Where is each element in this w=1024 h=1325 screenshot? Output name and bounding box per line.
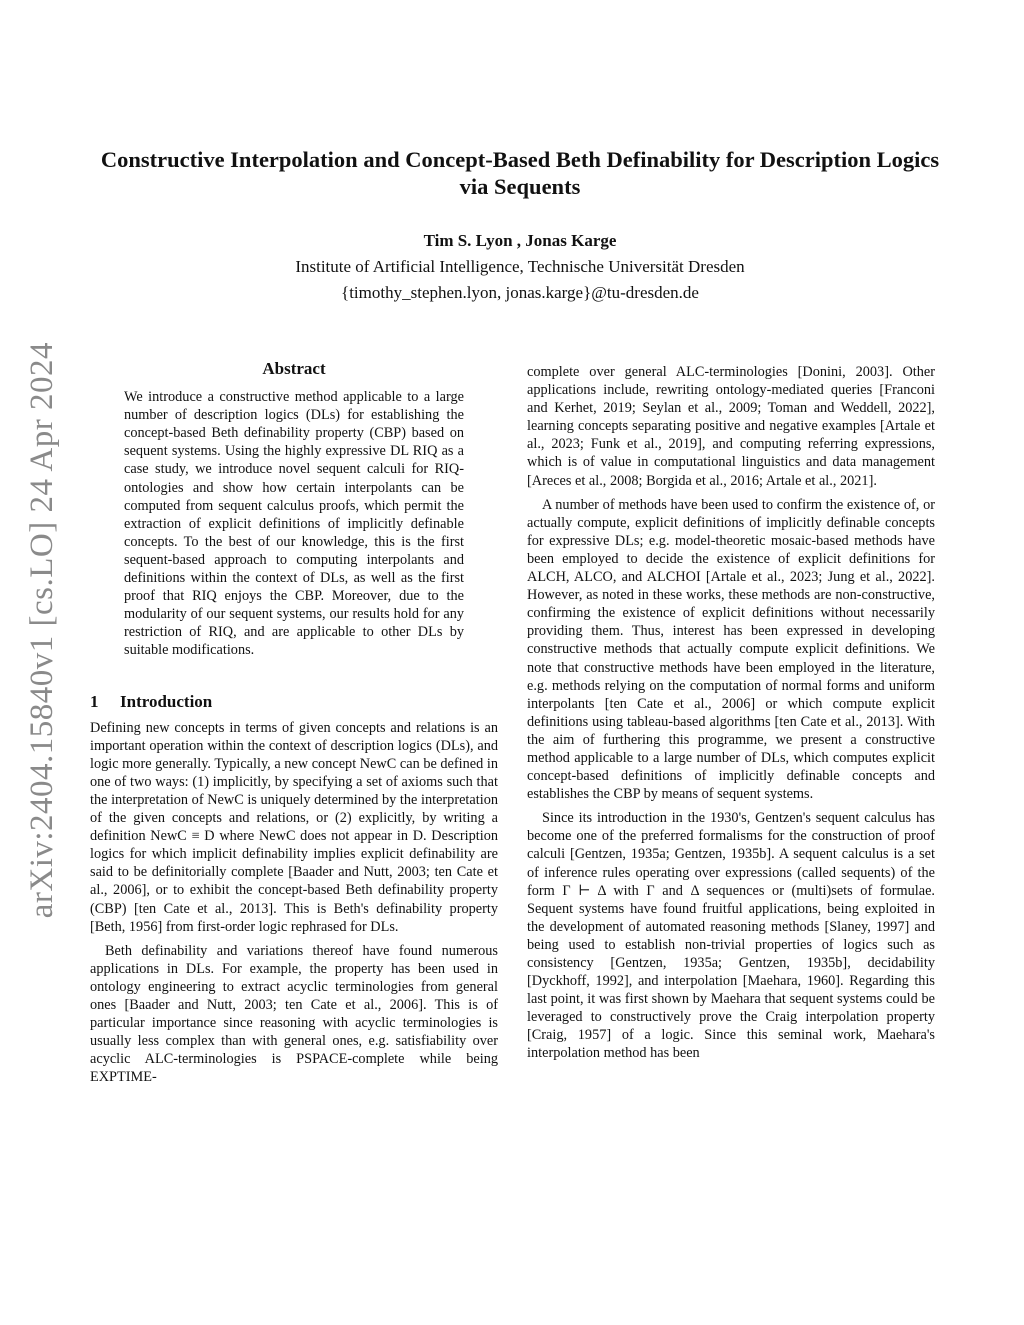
paper-email: {timothy_stephen.lyon, jonas.karge}@tu-dresden.de bbox=[341, 283, 699, 302]
arxiv-side-identifier bbox=[20, 330, 64, 930]
section-number: 1 bbox=[90, 691, 99, 711]
intro-paragraph-4: A number of methods have been used to confirm the existence of, or actually compute, explicit definitions of implicitly definable concepts for expressive DLs; e.g. model-theoretic mosaic-based methods have been employed to decide the existence of explicit definitions for ALCH, ALCO, and ALCHOI [Artale et al., 2023; Jung et al., 2022]. However, as noted in these works, these methods are non-constructive, confirming the existence of explicit definitions without necessarily providing them. Thus, interest has been expressed in developing constructive methods that actually compute explicit definitions. We note that constructive methods have been employed in the literature, e.g. methods relying on the computation of normal forms and uniform interpolants [ten Cate et al., 2006] or which compute explicit definitions using tableau-based algorithms [ten Cate et al., 2013]. With the aim of furthering this programme, we present a constructive method applicable to a large number of DLs, which computes explicit concept-based definitions of implicitly definable concepts and establishes the CBP by means of sequent systems. bbox=[527, 496, 935, 803]
arxiv-identifier-text: arXiv:2404.15840v1 [cs.LO] 24 Apr 2024 bbox=[23, 341, 60, 919]
left-column bbox=[90, 360, 498, 1086]
abstract-heading: Abstract bbox=[262, 359, 326, 378]
section-title: Introduction bbox=[120, 691, 213, 711]
right-column bbox=[527, 363, 935, 1063]
paper-affiliation: Institute of Artificial Intelligence, Technische Universität Dresden bbox=[295, 257, 745, 276]
intro-paragraph-3: complete over general ALC-terminologies [Donini, 2003]. Other applications include, rewriting ontology-mediated queries [Franconi and Kerhet, 2019; Seylan et al., 2009; Toman and Weddell, 2022], learning concepts separating positive and negative examples [Artale et al., 2023; Funk et al., 2019], and computing referring expressions, which is of value in computational linguistics and data management [Areces et al., 2008; Borgida et al., 2016; Artale et al., 2021]. bbox=[527, 364, 935, 489]
intro-paragraph-5: Since its introduction in the 1930's, Gentzen's sequent calculus has become one of the preferred formalisms for the construction of proof calculi [Gentzen, 1935a; Gentzen, 1935b]. A sequent calculus is a set of inference rules operating over expressions (called sequents) of the form Γ ⊢ Δ with Γ and Δ sequences or (multi)sets of formulae. Sequent systems have found fruitful applications, being exploited in the development of automated reasoning methods [Slaney, 1997] and being used to establish non-trivial properties of logics such as consistency [Gentzen, 1935a; Gentzen, 1935b], decidability [Dyckhoff, 1992], and interpolation [Maehara, 1960]. Regarding this last point, it was first shown by Maehara that sequent systems could be leveraged to constructively prove the Craig interpolation property [Craig, 1957] of a logic. Since this seminal work, Maehara's interpolation method has been bbox=[527, 810, 935, 1062]
intro-paragraph-1: Defining new concepts in terms of given concepts and relations is an important operation within the context of description logics (DLs), and logic more generally. Typically, a new concept NewC can be defined in one of two ways: (1) implicitly, by specifying a set of axioms such that the interpretation of NewC is uniquely determined by the interpretation of the given concepts and relations, or (2) explicitly, by writing a definition NewC ≡ D where NewC does not appear in D. Description logics for which implicit definability implies explicit definability are said to be definitorially complete [Baader and Nutt, 2003; ten Cate et al., 2006], or to exhibit the concept-based Beth definability property (CBP) [ten Cate et al., 2013]. This is Beth's definability property [Beth, 1956] from first-order logic rephrased for DLs. bbox=[90, 719, 498, 935]
section-heading-introduction bbox=[90, 693, 498, 711]
intro-paragraph-2: Beth definability and variations thereof have found numerous applications in DLs. For example, the property has been used in ontology engineering to extract acyclic terminologies from general ones [Baader and Nutt, 2003; ten Cate et al., 2006]. This is of particular importance since reasoning with acyclic terminologies is usually less complex than with general ones, e.g. satisfiability over acyclic ALC-terminologies is PSPACE-complete while being EXPTIME- bbox=[90, 942, 498, 1086]
abstract-text: We introduce a constructive method applicable to a large number of description logics (DLs) for establishing the concept-based Beth definability property (CBP) based on sequent systems. Using the highly expressive DL RIQ as a case study, we introduce novel sequent calculi for RIQ-ontologies and show how certain interpolants can be computed from sequent calculus proofs, which permit the extraction of explicit definitions of implicitly definable concepts. To the best of our knowledge, this is the first sequent-based approach to computing interpolants and definitions within the context of DLs, as well as the first proof that RIQ enjoys the CBP. Moreover, due to the modularity of our sequent systems, our results hold for any restriction of RIQ, and are applicable to other DLs by suitable modifications. bbox=[124, 389, 464, 659]
paper-authors: Tim S. Lyon , Jonas Karge bbox=[423, 231, 617, 250]
paper-title: Constructive Interpolation and Concept-Based Beth Definability for Description Logics via Sequents bbox=[100, 147, 940, 199]
